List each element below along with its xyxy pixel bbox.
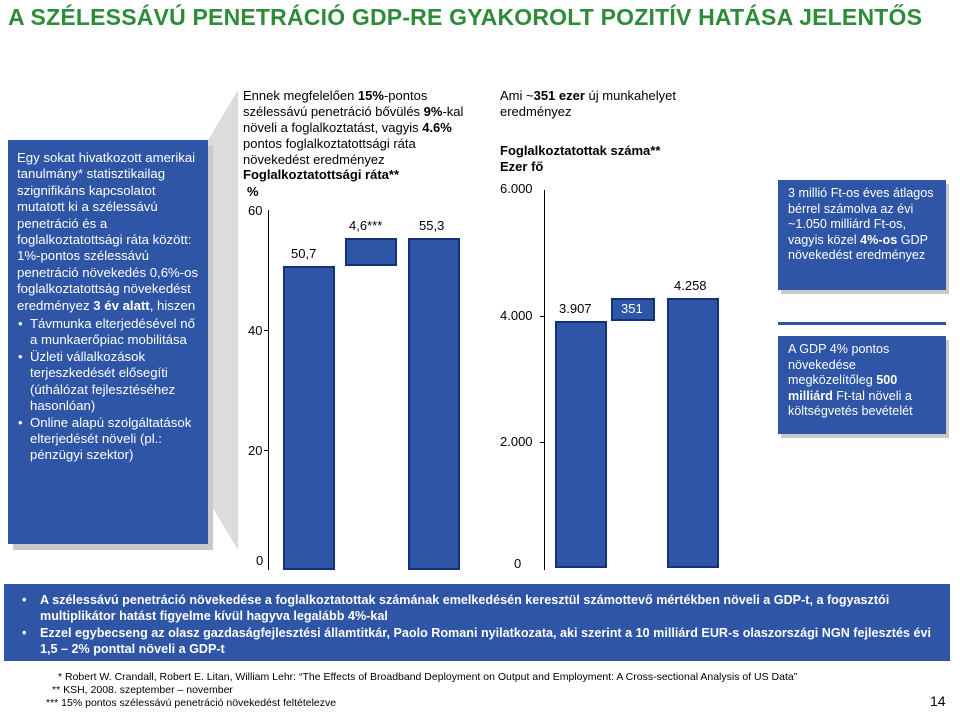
list-item: • Távmunka elterjedésével nő a munkaerőpiac mobilitása [30, 316, 200, 349]
chart2-data-label: 351 [621, 301, 643, 317]
study-intro: Egy sokat hivatkozott amerikai tanulmány* statisztikailag szignifikáns kapcsolatot mutatott ki a szélessávú penetráció és a foglalkoztatottsági ráta között: 1%-pontos szélessávú penetráció növekedés 0,6%-os foglalkoztatottság növekedést eredményez 3 év alatt, hiszen [17, 150, 199, 313]
chart2-data-label: 3.907 [559, 300, 592, 316]
chart1-data-label: 4,6*** [349, 218, 383, 234]
chart1-tick-label: 60 [248, 203, 263, 218]
list-item: • Online alapú szolgáltatások elterjedését növeli (pl.: pénzügyi szektor) [30, 415, 200, 464]
chart2-title: Foglalkoztatottak száma** [500, 143, 661, 158]
chart2-bar-base [555, 321, 607, 568]
gdp-estimate-box: 3 millió Ft-os éves átlagos bérrel számolva az évi ~1.050 milliárd Ft-os, vagyis közel 4%-os GDP növekedést eredményez [778, 180, 946, 290]
chart1-axis [268, 210, 269, 570]
chart1-bar-base [283, 266, 335, 570]
page-number: 14 [930, 693, 946, 709]
chart2-unit: Ezer fő [500, 159, 544, 174]
divider [778, 322, 946, 325]
chart2-data-label: 4.258 [674, 278, 707, 294]
chart1-tick-label: 0 [256, 553, 264, 568]
chart1-bar-increment [345, 238, 397, 266]
connector-graphic [208, 90, 238, 550]
chart1-tick-mark [264, 450, 269, 451]
footnote: ** KSH, 2008. szeptember – november [52, 684, 233, 696]
chart2-description: Ami ~351 ezer új munkahelyet eredményez [500, 88, 676, 119]
chart2-tick-mark [540, 316, 545, 317]
chart2-axis [544, 190, 545, 570]
footnote: *** 15% pontos szélessávú penetráció növekedést feltételezve [46, 697, 337, 709]
chart1-title: Foglalkoztatottsági ráta** [243, 167, 400, 182]
chart1-description: Ennek megfelelően 15%-pontos szélessávú penetráció bővülés 9%-kal növeli a foglalkoztatást, vagyis 4.6% pontos foglalkoztatottsági ráta növekedést eredményez [243, 88, 464, 167]
chart1-tick-label: 20 [248, 443, 263, 458]
chart2-tick-label: 0 [514, 556, 522, 571]
chart1-bar-total [408, 238, 460, 570]
chart2-bar-total [667, 298, 719, 568]
chart2-tick-label: 2.000 [500, 434, 533, 449]
footnote: * Robert W. Crandall, Robert E. Litan, William Lehr: “The Effects of Broadband Deployment on Output and Employment: A Cross-sectional Analysis of US Data” [58, 671, 798, 683]
study-bullets [17, 316, 200, 464]
conclusion-box [4, 584, 950, 661]
list-item: • A szélessávú penetráció növekedése a foglalkoztatottak számának emelkedésén keresztül számottevő mértékben növeli a GDP-t, a fogyasztói multiplikátor hatást figyelme kívül hagyva legalább 4%-kal [20, 592, 940, 624]
chart1-unit: % [247, 184, 259, 199]
budget-revenue-box: A GDP 4% pontos növekedése megközelítőleg 500 milliárd Ft-tal növeli a költségvetés bevételét [778, 336, 946, 434]
list-item: • Üzleti vállalkozások terjeszkedését elősegíti (úthálózat fejlesztéséhez hasonlóan) [30, 349, 200, 415]
chart1-tick-mark [264, 330, 269, 331]
chart2-tick-label: 4.000 [500, 308, 533, 323]
page-title: A SZÉLESSÁVÚ PENETRÁCIÓ GDP-RE GYAKOROLT POZITÍV HATÁSA JELENTŐS [8, 4, 923, 30]
chart1-data-label: 50,7 [291, 245, 317, 261]
list-item: • Ezzel egybecseng az olasz gazdaságfejlesztési államtitkár, Paolo Romani nyilatkozata, aki szerint a 10 milliárd EUR-s olaszországi NGN fejlesztés évi 1,5 – 2% ponttal növeli a GDP-t [20, 625, 940, 657]
chart1-data-label: 55,3 [419, 218, 445, 234]
chart2-tick-mark [540, 442, 545, 443]
chart2-tick-label: 6.000 [500, 181, 533, 196]
study-summary-box [8, 140, 208, 544]
chart1-tick-label: 40 [248, 323, 263, 338]
